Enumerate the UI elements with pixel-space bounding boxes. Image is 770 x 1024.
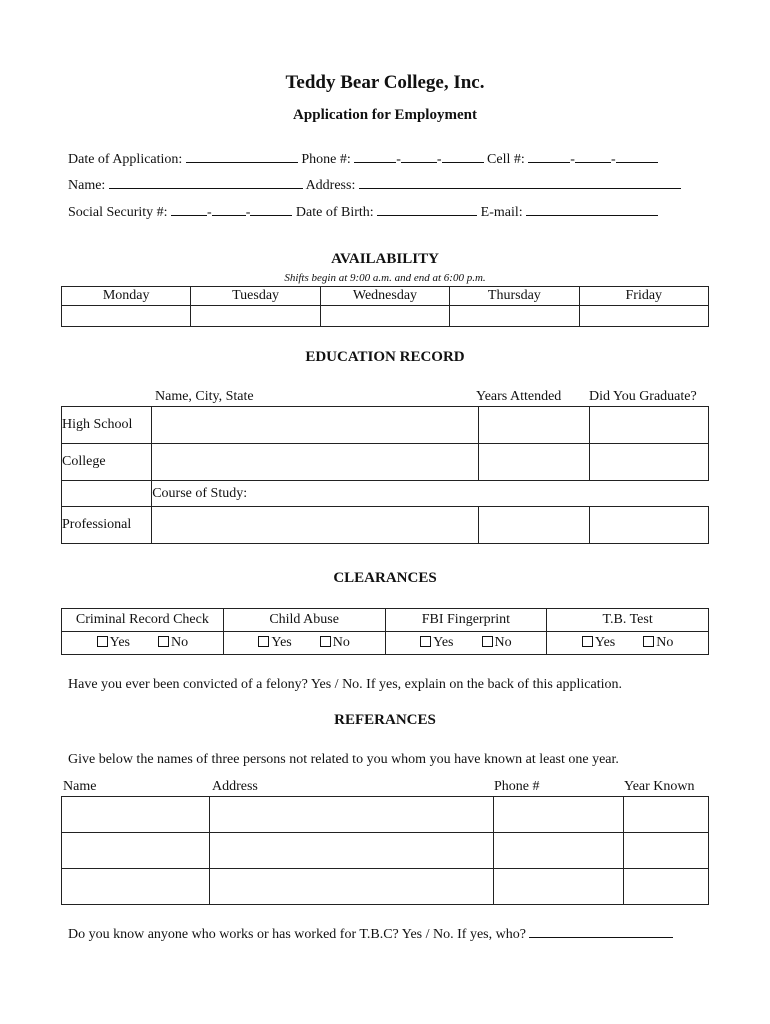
clearances-header-row [62,609,709,632]
ssn-dash-2: - [245,205,251,220]
dob-field[interactable] [377,203,477,216]
references-instructions: Give below the names of three persons not related to you whom you have known at least one year. [68,752,619,767]
phone-dash-1: - [396,152,401,167]
child-abuse-yes-option[interactable] [258,635,291,651]
ssn-part-2-field[interactable] [212,203,246,216]
clearances-options-row [62,632,709,655]
checkbox-icon[interactable] [643,636,654,647]
education-label-blank [62,481,152,507]
day-tuesday: Tuesday [191,287,320,306]
cell-prefix-field[interactable] [575,150,611,163]
form-subtitle: Application for Employment [293,107,477,123]
cell-label: Cell #: [487,152,525,167]
education-label-professional: Professional [62,507,152,544]
college-graduate-cell[interactable] [589,444,708,481]
references-col-year: Year Known [624,779,695,794]
education-row-college [62,444,709,481]
fbi-options [385,632,547,655]
checkbox-icon[interactable] [482,636,493,647]
name-label: Name: [68,178,106,193]
cell-dash-1: - [570,152,575,167]
clearance-tb-test: T.B. Test [547,609,709,632]
tbc-who-field[interactable] [529,925,673,938]
reference-3-name-cell[interactable] [62,869,210,905]
day-monday: Monday [62,287,191,306]
criminal-yes-label: Yes [109,635,130,650]
monday-availability-cell[interactable] [62,306,191,327]
availability-table [61,286,709,327]
tb-no-option[interactable] [643,635,673,651]
tbc-question: Do you know anyone who works or has worked for T.B.C? Yes / No. If yes, who? [68,927,526,942]
wednesday-availability-cell[interactable] [320,306,449,327]
cell-line-field[interactable] [616,150,658,163]
education-label-high-school: High School [62,407,152,444]
education-table [61,406,709,544]
clearance-criminal-record: Criminal Record Check [62,609,224,632]
applicant-row-2 [68,176,681,194]
high-school-years-cell[interactable] [478,407,589,444]
email-field[interactable] [526,203,658,216]
ssn-label: Social Security #: [68,205,168,220]
references-heading: REFERANCES [334,712,436,728]
checkbox-icon[interactable] [97,636,108,647]
phone-area-field[interactable] [354,150,396,163]
reference-2-phone-cell[interactable] [493,833,623,869]
reference-2-year-cell[interactable] [623,833,708,869]
education-col-graduate: Did You Graduate? [589,389,697,404]
criminal-yes-option[interactable] [97,635,130,651]
address-field[interactable] [359,176,681,189]
reference-row [62,869,709,905]
friday-availability-cell[interactable] [579,306,708,327]
tb-options [547,632,709,655]
education-row-high-school [62,407,709,444]
child-abuse-yes-label: Yes [271,635,292,650]
ssn-part-3-field[interactable] [250,203,292,216]
education-col-name: Name, City, State [155,389,254,404]
dob-label: Date of Birth: [295,205,374,220]
date-label: Date of Application: [68,152,183,167]
college-name-cell[interactable] [152,444,479,481]
tb-yes-label: Yes [594,635,616,650]
education-row-course [62,481,709,507]
applicant-row-1 [68,150,658,168]
checkbox-icon[interactable] [158,636,169,647]
professional-years-cell[interactable] [478,507,589,544]
references-col-name: Name [63,779,97,794]
address-label: Address: [305,178,356,193]
clearance-child-abuse: Child Abuse [223,609,385,632]
education-label-college: College [62,444,152,481]
name-field[interactable] [109,176,303,189]
day-thursday: Thursday [450,287,579,306]
reference-1-phone-cell[interactable] [493,797,623,833]
tbc-question-row [68,925,673,943]
child-abuse-options [223,632,385,655]
clearances-table [61,608,709,655]
tuesday-availability-cell[interactable] [191,306,320,327]
day-wednesday: Wednesday [320,287,449,306]
references-col-address: Address [212,779,258,794]
tb-no-label: No [656,635,674,650]
high-school-name-cell[interactable] [152,407,479,444]
reference-row [62,797,709,833]
availability-heading: AVAILABILITY [331,251,439,267]
phone-dash-2: - [436,152,442,167]
ssn-dash-1: - [207,205,212,220]
email-label: E-mail: [480,205,523,220]
applicant-row-3 [68,203,658,221]
course-of-study-cell[interactable] [152,481,709,507]
fbi-no-option[interactable] [482,635,512,651]
criminal-no-option[interactable] [158,635,188,651]
references-table [61,796,709,905]
child-abuse-no-option[interactable] [320,635,350,651]
professional-graduate-cell[interactable] [589,507,708,544]
high-school-graduate-cell[interactable] [589,407,708,444]
criminal-no-label: No [171,635,189,650]
reference-1-name-cell[interactable] [62,797,210,833]
fbi-yes-label: Yes [433,635,454,650]
form-title: Teddy Bear College, Inc. [285,72,485,93]
reference-3-phone-cell[interactable] [493,869,623,905]
education-row-professional [62,507,709,544]
availability-entry-row [62,306,709,327]
reference-3-year-cell[interactable] [623,869,708,905]
reference-1-year-cell[interactable] [623,797,708,833]
education-col-years: Years Attended [476,389,562,404]
phone-prefix-field[interactable] [401,150,437,163]
reference-1-address-cell[interactable] [209,797,493,833]
felony-question: Have you ever been convicted of a felony? Yes / No. If yes, explain on the back of this application. [68,677,622,692]
child-abuse-no-label: No [332,635,350,650]
checkbox-icon[interactable] [582,636,593,647]
phone-line-field[interactable] [442,150,484,163]
availability-header-row [62,287,709,306]
ssn-part-1-field[interactable] [171,203,207,216]
phone-label: Phone #: [301,152,351,167]
cell-dash-2: - [610,152,616,167]
clearance-fbi-fingerprint: FBI Fingerprint [385,609,547,632]
checkbox-icon[interactable] [320,636,331,647]
college-years-cell[interactable] [478,444,589,481]
thursday-availability-cell[interactable] [450,306,579,327]
professional-name-cell[interactable] [152,507,479,544]
date-field[interactable] [186,150,298,163]
reference-2-name-cell[interactable] [62,833,210,869]
references-col-phone: Phone # [494,779,540,794]
course-of-study-label: Course of Study: [152,485,248,501]
cell-area-field[interactable] [528,150,570,163]
checkbox-icon[interactable] [258,636,269,647]
tb-yes-option[interactable] [582,635,615,651]
criminal-record-options [62,632,224,655]
reference-row [62,833,709,869]
day-friday: Friday [579,287,708,306]
reference-3-address-cell[interactable] [209,869,493,905]
reference-2-address-cell[interactable] [209,833,493,869]
education-heading: EDUCATION RECORD [305,349,465,365]
fbi-yes-option[interactable] [420,635,453,651]
fbi-no-label: No [494,635,512,650]
clearances-heading: CLEARANCES [333,570,437,586]
availability-note: Shifts begin at 9:00 a.m. and end at 6:00 p.m. [284,272,486,284]
checkbox-icon[interactable] [420,636,431,647]
